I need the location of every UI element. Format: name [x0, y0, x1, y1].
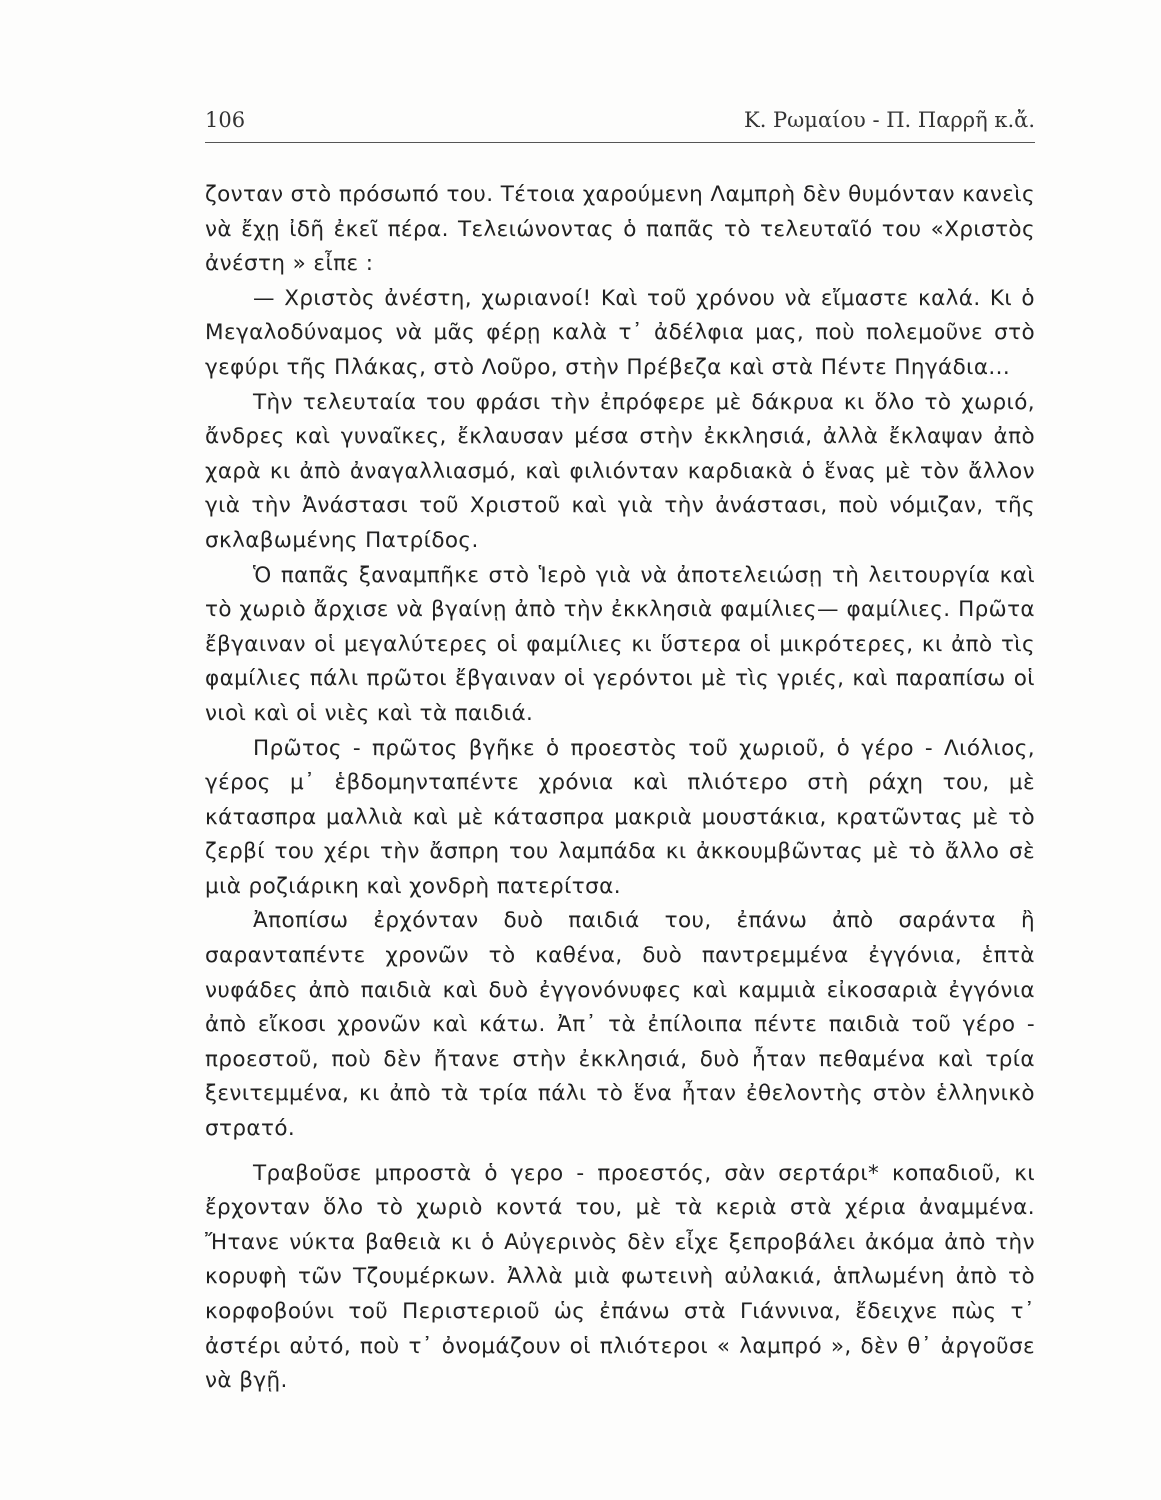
paragraph: Πρῶτος - πρῶτος βγῆκε ὁ προεστὸς τοῦ χωριοῦ, ὁ γέρο - Λιόλιος, γέρος μ᾽ ἑβδομηνταπέντε χρόνια καὶ πλιότερο στὴ ράχη του, μὲ κάτασπρα μαλλιὰ καὶ μὲ κάτασπρα μακριὰ μουστάκια, κρατῶντας μὲ τὸ ζερβί του χέρι τὴν ἄσπρη του λαμπάδα κι ἀκκουμβῶντας μὲ τὸ ἄλλο σὲ μιὰ ροζιάρικη καὶ χονδρὴ πατερίτσα.: [205, 735, 1035, 899]
paragraph: Τραβοῦσε μπροστὰ ὁ γερο - προεστός, σὰν σερτάρι* κοπαδιοῦ, κι ἔρχονταν ὅλο τὸ χωριὸ κοντά του, μὲ τὰ κεριὰ στὰ χέρια ἀναμμένα. Ἤτανε νύκτα βαθειὰ κι ὁ Αὐγερινὸς δὲν εἶχε ξεπροβάλει ἀκόμα ἀπὸ τὴν κορυφὴ τῶν Τζουμέρκων. Ἀλλὰ μιὰ φωτεινὴ αὐλακιά, ἁπλωμένη ἀπὸ τὸ κορφοβούνι τοῦ Περιστεριοῦ ὡς ἐπάνω στὰ Γιάννινα, ἔδειχνε πὼς τ᾽ ἀστέρι αὐτό, ποὺ τ᾽ ὀνομάζουν οἱ πλιότεροι « λαμπρό », δὲν θ᾽ ἀργοῦσε νὰ βγῇ.: [205, 1160, 1035, 1394]
body-text: [205, 178, 1035, 1399]
running-head: Κ. Ρωμαίου - Π. Παρρῆ κ.ἄ.: [744, 108, 1035, 132]
page-header: [205, 108, 1035, 143]
paragraph: Ὁ παπᾶς ξαναμπῆκε στὸ Ἱερὸ γιὰ νὰ ἀποτελειώσῃ τὴ λειτουργία καὶ τὸ χωριὸ ἄρχισε νὰ βγαίνῃ ἀπὸ τὴν ἐκκλησιὰ φαμίλιες— φαμίλιες. Πρῶτα ἔβγαιναν οἱ μεγαλύτερες οἱ φαμίλιες κι ὕστερα οἱ μικρότερες, κι ἀπὸ τὶς φαμίλιες πάλι πρῶτοι ἔβγαιναν οἱ γερόντοι μὲ τὶς γριές, καὶ παραπίσω οἱ νιοὶ καὶ οἱ νιὲς καὶ τὰ παιδιά.: [205, 562, 1035, 726]
paragraph-continuation: ζονταν στὸ πρόσωπό του. Τέτοια χαρούμενη Λαμπρὴ δὲν θυμόνταν κανεὶς νὰ ἔχῃ ἰδῆ ἐκεῖ πέρα. Τελειώνοντας ὁ παπᾶς τὸ τελευταῖό του «Χριστὸς ἀνέστη » εἶπε :: [205, 182, 1035, 277]
paragraph: Τὴν τελευταία του φράσι τὴν ἐπρόφερε μὲ δάκρυα κι ὅλο τὸ χωριό, ἄνδρες καὶ γυναῖκες, ἔκλαυσαν μέσα στὴν ἐκκλησιά, ἀλλὰ ἔκλαψαν ἀπὸ χαρὰ κι ἀπὸ ἀναγαλλιασμό, καὶ φιλιόνταν καρδιακὰ ὁ ἕνας μὲ τὸν ἄλλον γιὰ τὴν Ἀνάστασι τοῦ Χριστοῦ καὶ γιὰ τὴν ἀνάστασι, ποὺ νόμιζαν, τῆς σκλαβωμένης Πατρίδος.: [205, 389, 1035, 553]
paragraph: Ἀποπίσω ἐρχόνταν δυὸ παιδιά του, ἐπάνω ἀπὸ σαράντα ἢ σαρανταπέντε χρονῶν τὸ καθένα, δυὸ παντρεμμένα ἐγγόνια, ἑπτὰ νυφάδες ἀπὸ παιδιὰ καὶ δυὸ ἐγγονόνυφες καὶ καμμιὰ εἰκοσαριὰ ἐγγόνια ἀπὸ εἴκοσι χρονῶν καὶ κάτω. Ἀπ᾽ τὰ ἐπίλοιπα πέντε παιδιὰ τοῦ γέρο - προεστοῦ, ποὺ δὲν ἤτανε στὴν ἐκκλησιά, δυὸ ἦταν πεθαμένα καὶ τρία ξενιτεμμένα, κι ἀπὸ τὰ τρία πάλι τὸ ἕνα ἦταν ἐθελοντὴς στὸν ἑλληνικὸ στρατό.: [205, 908, 1035, 1142]
paragraph-dialogue: — Χριστὸς ἀνέστη, χωριανοί! Καὶ τοῦ χρόνου νὰ εἴμαστε καλά. Κι ὁ Μεγαλοδύναμος νὰ μᾶς φέρῃ καλὰ τ᾽ ἀδέλφια μας, ποὺ πολεμοῦνε στὸ γεφύρι τῆς Πλάκας, στὸ Λοῦρο, στὴν Πρέβεζα καὶ στὰ Πέντε Πηγάδια...: [205, 285, 1035, 380]
page-number: 106: [205, 108, 246, 132]
